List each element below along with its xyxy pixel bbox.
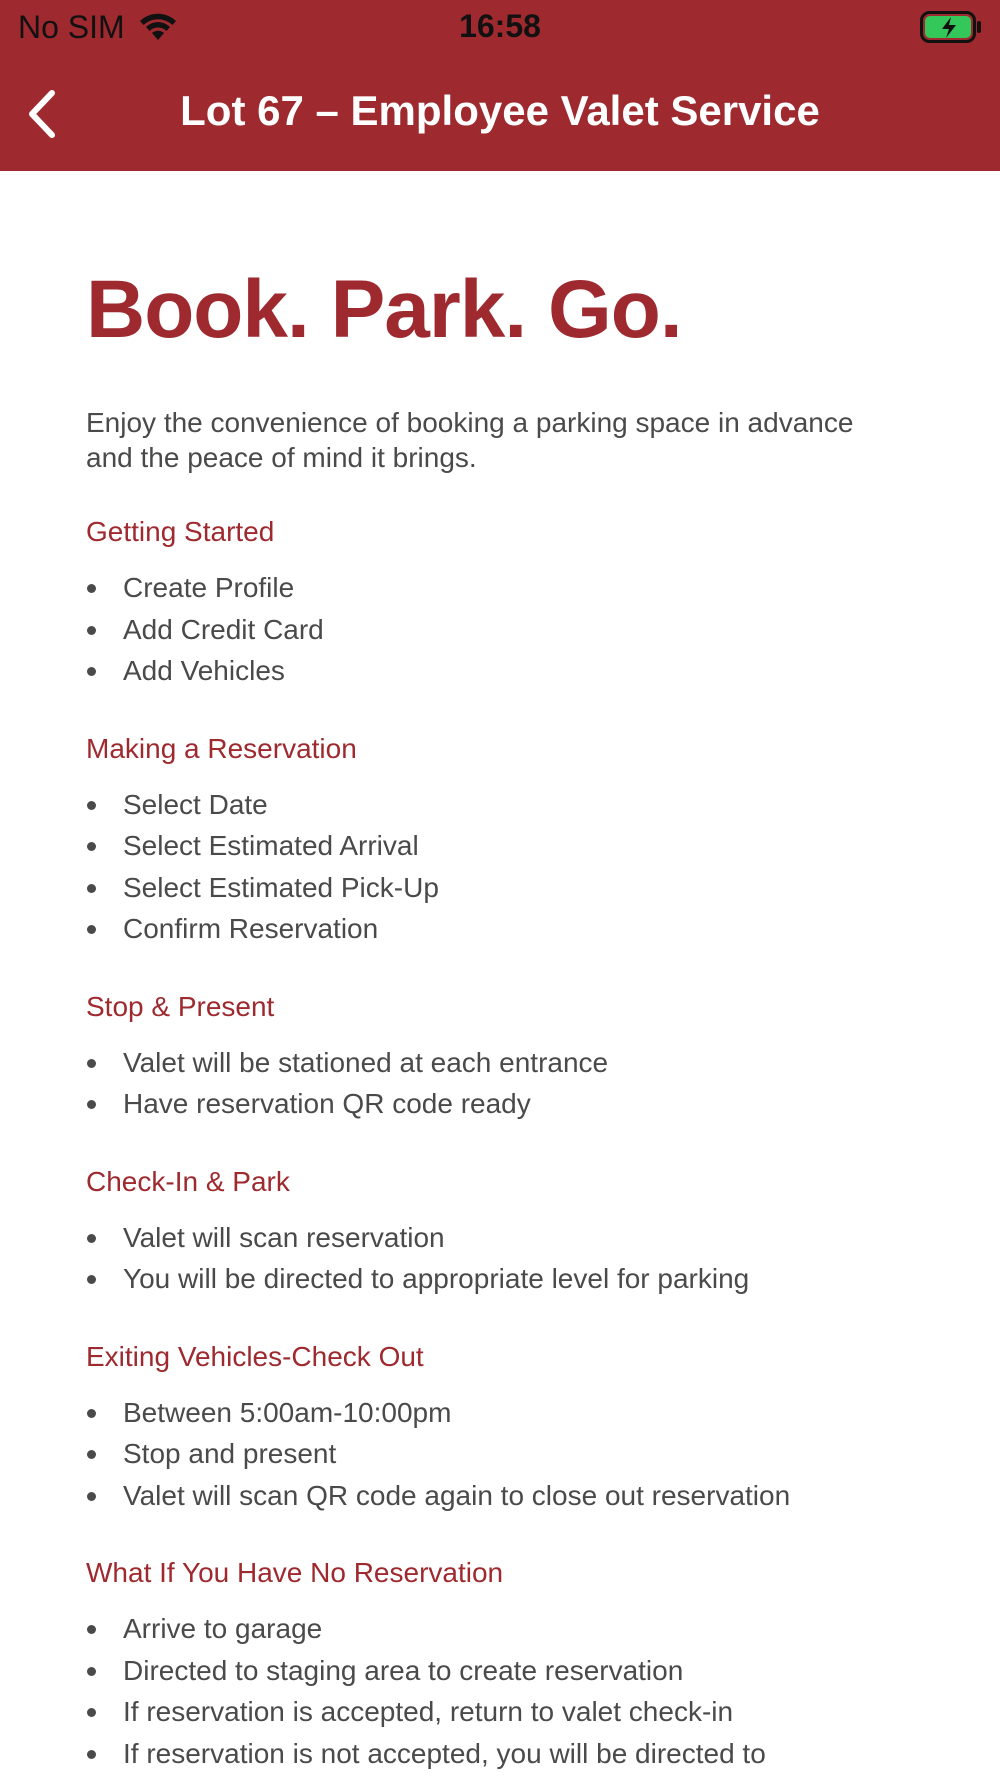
headline: Book. Park. Go. [86,264,682,355]
bullet-list [86,1217,966,1300]
intro-text: Enjoy the convenience of booking a parking space in advance and the peace of mind it brings. [86,407,854,473]
section-title: Exiting Vehicles-Check Out [86,1340,424,1372]
section-title: Getting Started [86,516,275,547]
section-making-reservation [86,732,966,950]
bullet-list [86,784,966,950]
status-bar [0,0,1000,56]
section-check-in-park [86,1165,966,1300]
list-item: Add Credit Card [86,609,966,651]
list-item: Select Date [86,784,966,826]
list-item: Confirm Reservation [86,908,966,950]
section-no-reservation [86,1556,966,1774]
list-item: Add Vehicles [86,650,966,692]
list-item: Valet will scan reservation [86,1217,966,1259]
clock: 16:58 [459,8,541,44]
section-title: Check-In & Park [86,1165,290,1197]
list-item: Select Estimated Arrival [86,825,966,867]
list-item: If reservation is accepted, return to valet check-in [86,1691,966,1733]
carrier-label: No SIM [18,9,125,45]
list-item: Valet will be stationed at each entrance [86,1042,966,1084]
list-item: Stop and present [86,1433,966,1475]
battery-charging-icon [920,11,982,43]
page-title: Lot 67 – Employee Valet Service [180,87,820,134]
section-exiting-vehicles [86,1340,966,1517]
bullet-list [86,1042,966,1125]
nav-bar [0,66,1000,158]
header-bar [0,0,1000,171]
list-item: Directed to staging area to create reservation [86,1650,966,1692]
bullet-list [86,1608,966,1774]
chevron-left-icon [18,84,78,144]
bullet-list [86,567,966,692]
list-item: Between 5:00am-10:00pm [86,1392,966,1434]
list-item: Valet will scan QR code again to close out reservation [86,1475,966,1517]
section-title: Stop & Present [86,990,275,1022]
back-button[interactable] [18,84,78,144]
bullet-list [86,1392,966,1517]
list-item: Select Estimated Pick-Up [86,867,966,909]
list-item: If reservation is not accepted, you will be directed to [86,1733,966,1775]
list-item: Arrive to garage [86,1608,966,1650]
section-stop-present [86,990,966,1125]
info-content [86,265,966,1774]
section-title: What If You Have No Reservation [86,1557,504,1588]
section-title: Making a Reservation [86,732,357,764]
list-item: Have reservation QR code ready [86,1083,966,1125]
section-getting-started [86,515,966,692]
list-item: You will be directed to appropriate level for parking [86,1258,966,1300]
list-item: Create Profile [86,567,966,609]
